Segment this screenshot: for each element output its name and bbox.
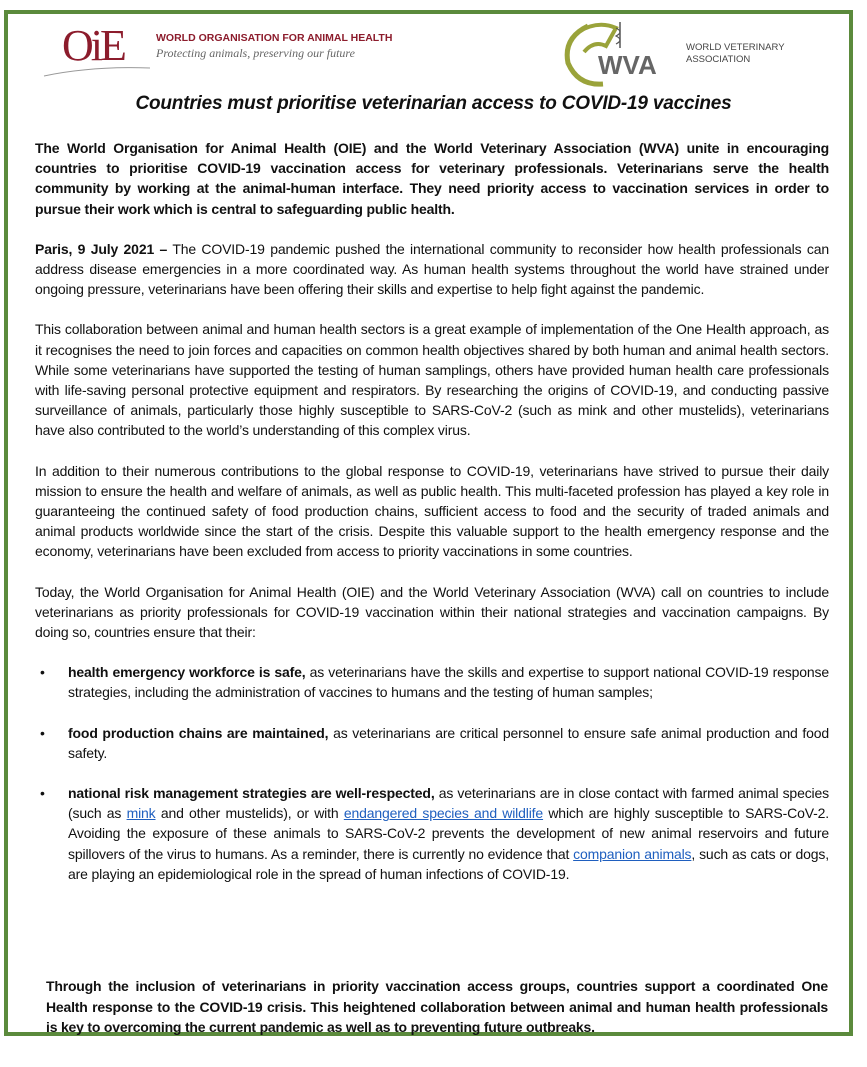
bullet-icon: •: [40, 724, 45, 741]
wva-logo: [558, 18, 798, 88]
lead-text: The World Organisation for Animal Health (OIE) and the World Veterinary Association (WVA) unite in encouraging countries to prioritise COVID-19 vaccination access for veterinary professionals. Veterinarians serve the health community by working at the animal-human interface. They need priority access to vaccination services in order to pursue their work which is central to safeguarding public health.: [35, 140, 829, 217]
list-item-text: , such as cats or dogs, are playing an epidemiological role in the spread of human infections of COVID-19.: [68, 845, 829, 882]
svg-text:WVA: WVA: [598, 50, 657, 80]
companion-animals-link[interactable]: companion animals: [573, 845, 692, 862]
benefits-list: [35, 662, 829, 884]
paragraph-3: In addition to their numerous contributions to the global response to COVID-19, veterinarians have strived to pursue their daily mission to ensure the health and welfare of animals, as well as public health. This multi-faceted profession has played a key role in guaranteeing the continued safety of food production chains, sufficient access to food and the security of traded animals and animal products worldwide since the start of the crisis. Despite this valuable support to the health emergency response and the economy, veterinarians have been excluded from access to priority vaccinations in some countries.: [35, 462, 829, 560]
endangered-species-link[interactable]: endangered species and wildlife: [343, 805, 544, 822]
wva-name-line1: WORLD VETERINARY: [686, 42, 785, 53]
paragraph-text: The COVID-19 pandemic pushed the international community to reconsider how health professionals can address disease emergencies in a more coordinated way. As human health systems throughout the world have strained under ongoing pressure, veterinarians have been offering their skills and expertise to help fight against the pandemic.: [35, 240, 829, 298]
document-body: [35, 138, 829, 904]
bullet-icon: •: [40, 785, 45, 802]
bullet-icon: •: [40, 664, 45, 681]
paragraph-1: [35, 239, 829, 300]
oie-swoosh-icon: [42, 64, 152, 78]
lead-paragraph: [35, 138, 829, 219]
list-item-heading: food production chains are maintained,: [68, 724, 329, 741]
paragraph-4: Today, the World Organisation for Animal Health (OIE) and the World Veterinary Association (WVA) call on countries to include veterinarians as priority professionals for COVID-19 vaccination within their national strategies and vaccination campaigns. By doing so, countries ensure that their:: [35, 583, 829, 641]
wva-name-line2: ASSOCIATION: [686, 54, 751, 65]
list-item-text: which are highly susceptible to SARS-CoV-2. Avoiding the exposure of these animals to SARS-CoV-2 prevents the development of new animal reservoirs and future spillovers of the virus to humans. As a reminder, there is currently no evidence that: [68, 805, 830, 862]
list-item-text: as veterinarians have the skills and expertise to support national COVID-19 response strategies, including the administration of vaccines to humans and the testing of human samples;: [68, 664, 829, 701]
wva-name: [686, 42, 786, 66]
list-item: [35, 662, 829, 702]
mink-link[interactable]: mink: [126, 805, 156, 822]
oie-tagline: Protecting animals, preserving our future: [156, 46, 355, 60]
list-item-text: as veterinarians are critical personnel to ensure safe animal production and food safety.: [68, 724, 829, 761]
list-item: [35, 723, 829, 763]
dateline: Paris, 9 July 2021 –: [35, 240, 168, 257]
list-item-heading: health emergency workforce is safe,: [68, 664, 306, 681]
oie-name: WORLD ORGANISATION FOR ANIMAL HEALTH: [156, 32, 393, 44]
wva-logo-mark-icon: [558, 18, 678, 88]
paragraph-2: This collaboration between animal and human health sectors is a great example of implementation of the One Health approach, as it recognises the need to join forces and capacities on common health objectives shared by both human and animal health sectors. While some veterinarians have supported the testing of human samplings, others have provided human health care professionals with life-saving personal protective equipment and respirators. By researching the origins of COVID-19, and conducting passive surveillance of animals, particularly those highly susceptible to SARS-CoV-2 (such as mink and other mustelids), veterinarians have also contributed to the world’s understanding of this complex virus.: [35, 321, 829, 439]
list-item-text: as veterinarians are in close contact with farmed animal species (such as: [68, 785, 829, 822]
document-title: Countries must prioritise veterinarian access to COVID-19 vaccines: [135, 93, 732, 114]
list-item-text: and other mustelids), or with: [155, 805, 344, 822]
oie-logo-mark: OiE: [62, 21, 124, 70]
oie-logo: [36, 18, 396, 78]
closing-paragraph: Through the inclusion of veterinarians in priority vaccination access groups, countries support a coordinated One Health response to the COVID-19 crisis. This heightened collaboration between animal and human health professionals is key to overcoming the current pandemic as well as to preventing future outbreaks.: [46, 978, 828, 1035]
list-item-heading: national risk management strategies are well-respected,: [68, 785, 435, 802]
list-item: [35, 783, 829, 884]
